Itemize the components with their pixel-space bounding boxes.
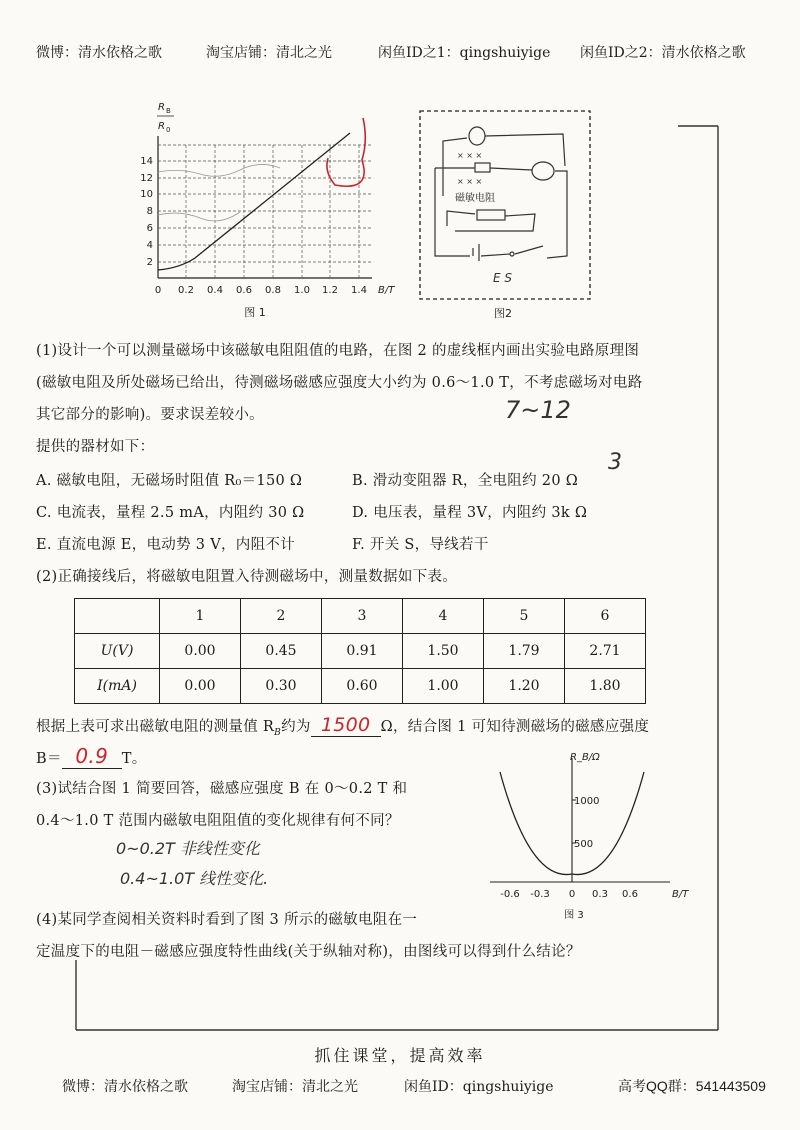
q2-text3: B＝ — [36, 751, 62, 767]
fig1-ylabel-den-sub: 0 — [166, 126, 171, 134]
q2-b-line — [36, 744, 147, 769]
footer-taobao: 淘宝店铺：清北之光 — [232, 1079, 358, 1095]
table-cell: 0.45 — [241, 634, 322, 669]
table-cell: 1 — [160, 599, 241, 634]
fig1-xtick: 1.4 — [351, 285, 367, 296]
table-cell: 0.00 — [160, 634, 241, 669]
fig1-grid — [158, 145, 372, 278]
fig1-ytick: 6 — [146, 223, 153, 234]
q1-line2: (磁敏电阻及所处磁场已给出，待测磁场磁感应强度大小约为 0.6～1.0 T，不考虑磁场对电路 — [36, 375, 643, 391]
table-header-row — [75, 599, 646, 634]
table-cell — [75, 599, 160, 634]
header-xianyu-2: 闲鱼ID之2：清水依格之歌 — [580, 45, 746, 61]
fig1-ylabel-num-sub: B — [166, 107, 171, 115]
q2-text1-sub: B — [274, 727, 282, 738]
svg-text:× × ×: × × × — [457, 177, 483, 186]
fig1-pencil-mark — [158, 212, 240, 221]
table-cell: 1.00 — [403, 669, 484, 704]
fig1-caption: 图 1 — [244, 306, 266, 319]
table-cell: 0.30 — [241, 669, 322, 704]
q1-line3: 其它部分的影响)。要求误差较小。 — [36, 407, 264, 423]
table-cell: 0.00 — [160, 669, 241, 704]
header-weibo: 微博：清水依格之歌 — [36, 45, 162, 61]
fig2-caption: 图2 — [494, 307, 512, 320]
fig1-xtick: 0.6 — [236, 285, 252, 296]
fig1-pencil-mark — [158, 164, 280, 176]
fig1-xtick: 0.4 — [207, 285, 223, 296]
footer-weibo: 微博：清水依格之歌 — [62, 1079, 188, 1095]
fig1-xlabel: B/T — [378, 285, 395, 296]
fig1-xtick: 0.2 — [178, 285, 194, 296]
header-taobao: 淘宝店铺：清北之光 — [206, 45, 332, 61]
fig1-ytick: 12 — [140, 173, 153, 184]
q1-item-e: E. 直流电源 E，电动势 3 V，内阻不计 — [36, 537, 296, 553]
fig1-curve — [158, 133, 350, 270]
fig1-xtick: 1.0 — [294, 285, 310, 296]
table-cell: 1.20 — [484, 669, 565, 704]
q1-line1: (1)设计一个可以测量磁场中该磁敏电阻阻值的电路，在图 2 的虚线框内画出实验电路原理图 — [36, 343, 640, 359]
fig3-xtick: 0.6 — [622, 889, 638, 900]
q2-text1b: 约为 — [281, 719, 311, 735]
fig3-caption: 图 3 — [564, 910, 584, 921]
fig3-xtick: -0.6 — [500, 889, 520, 900]
q4-line2: 定温度下的电阻－磁感应强度特性曲线(关于纵轴对称)，由图线可以得到什么结论？ — [36, 944, 581, 960]
q2-result-line — [36, 714, 649, 738]
table-cell: 2 — [241, 599, 322, 634]
table-cell: 3 — [322, 599, 403, 634]
measurement-table — [74, 598, 646, 704]
table-cell: U(V) — [75, 634, 160, 669]
q1-item-c: C. 电流表，量程 2.5 mA，内阻约 30 Ω — [36, 505, 305, 521]
q1-hand-note-range: 7~12 — [505, 396, 571, 424]
fig3-ytick: 1000 — [574, 796, 600, 807]
table-cell: 6 — [565, 599, 646, 634]
table-row — [75, 669, 646, 704]
fig1-xtick: 0 — [154, 285, 162, 296]
table-cell: I(mA) — [75, 669, 160, 704]
q2-text2: Ω，结合图 1 可知待测磁场的磁感应强度 — [380, 719, 650, 735]
q2-text4: T。 — [121, 751, 147, 767]
q3-line2: 0.4～1.0 T 范围内磁敏电阻阻值的变化规律有何不同？ — [36, 813, 400, 829]
fig1-ytick: 4 — [146, 240, 153, 251]
fig1-xtick: 0.8 — [265, 285, 281, 296]
q1-item-f: F. 开关 S，导线若干 — [352, 537, 489, 553]
fig1-xtick: 1.2 — [322, 285, 338, 296]
footer-xianyu: 闲鱼ID：qingshuiyige — [404, 1079, 554, 1095]
q3-line1: (3)试结合图 1 简要回答，磁感应强度 B 在 0～0.2 T 和 — [36, 781, 408, 797]
q2-answer-b: 0.9 — [62, 744, 122, 769]
fig1-red-annotation — [327, 118, 365, 186]
fig1-ytick: 10 — [140, 189, 153, 200]
q3-hand-answer-1: 0~0.2T 非线性变化 — [116, 839, 260, 858]
fig2-hand-es: E S — [493, 271, 513, 285]
fig1-ytick: 14 — [140, 156, 153, 167]
footer-qq: 高考QQ群：541443509 — [618, 1078, 766, 1094]
table-cell: 5 — [484, 599, 565, 634]
table-cell: 0.60 — [322, 669, 403, 704]
fig1-ylabel-den: R — [158, 121, 165, 132]
fig1-ylabel-num: R — [158, 102, 165, 113]
q1-item-b: B. 滑动变阻器 R，全电阻约 20 Ω — [352, 473, 579, 489]
table-cell: 1.79 — [484, 634, 565, 669]
q1-item-a: A. 磁敏电阻，无磁场时阻值 R₀＝150 Ω — [36, 473, 303, 489]
fig3-xlabel: B/T — [672, 889, 689, 900]
header-xianyu-1: 闲鱼ID之1：qingshuiyige — [378, 45, 551, 61]
table-cell: 4 — [403, 599, 484, 634]
q1-hand-note-3: 3 — [608, 450, 622, 475]
svg-text:× × ×: × × × — [457, 151, 483, 160]
q1-item-d: D. 电压表，量程 3V，内阻约 3k Ω — [352, 505, 588, 521]
q2-answer-resistance: 1500 — [311, 714, 381, 737]
fig1-ytick: 2 — [146, 257, 153, 268]
table-cell: 2.71 — [565, 634, 646, 669]
q4-line1: (4)某同学查阅相关资料时看到了图 3 所示的磁敏电阻在一 — [36, 912, 418, 928]
q2-intro: (2)正确接线后，将磁敏电阻置入待测磁场中，测量数据如下表。 — [36, 569, 458, 585]
table-cell: 1.50 — [403, 634, 484, 669]
q1-equip-title: 提供的器材如下： — [36, 439, 155, 455]
q2-text1: 根据上表可求出磁敏电阻的测量值 R — [36, 719, 275, 735]
table-row — [75, 634, 646, 669]
q3-hand-answer-2: 0.4~1.0T 线性变化. — [120, 869, 269, 888]
table-cell: 0.91 — [322, 634, 403, 669]
fig3-xtick: -0.3 — [530, 889, 550, 900]
fig3-xtick: 0 — [568, 889, 576, 900]
table-cell: 1.80 — [565, 669, 646, 704]
fig1-ytick: 8 — [146, 206, 153, 217]
fig3-ylabel: R_B/Ω — [570, 752, 600, 763]
fig2-label-magnetoresistor: 磁敏电阻 — [455, 193, 495, 204]
fig3-ytick: 500 — [574, 839, 594, 850]
fig3-xtick: 0.3 — [592, 889, 608, 900]
footer-slogan: 抓住课堂，提高效率 — [314, 1046, 486, 1065]
